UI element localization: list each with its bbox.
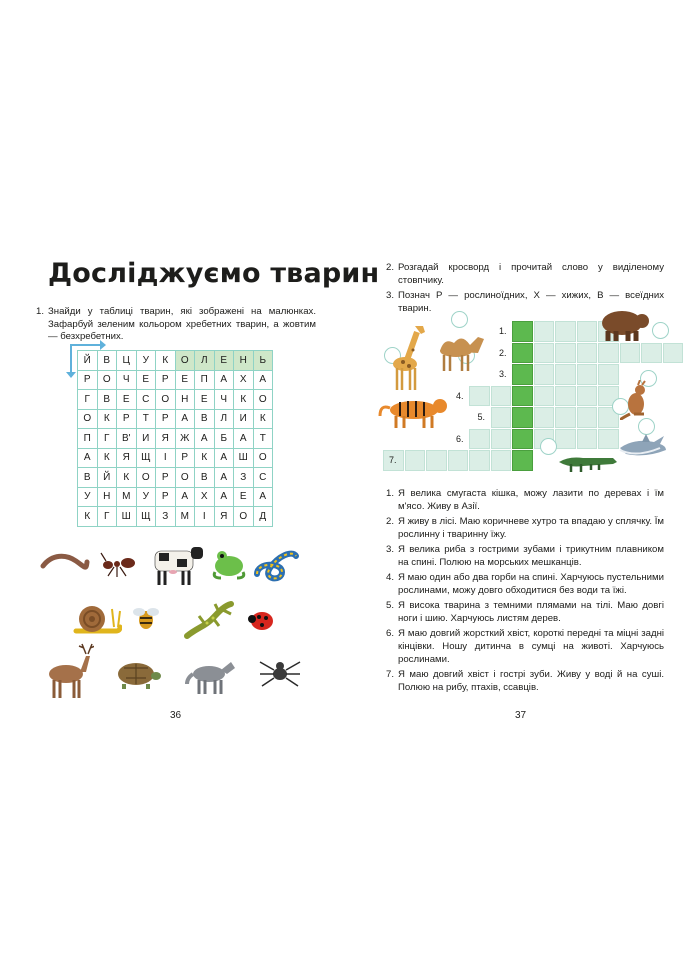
tiger-icon <box>378 388 452 430</box>
page-number-left: 36 <box>170 710 182 721</box>
crossword-cell[interactable] <box>534 386 555 407</box>
clue-number: 4. <box>386 572 395 583</box>
crossword-key-cell[interactable] <box>512 450 533 471</box>
grid-cell[interactable]: Р <box>156 410 176 430</box>
grid-cell[interactable]: В <box>98 351 118 371</box>
grid-cell[interactable]: Р <box>156 371 176 391</box>
clue-number: 2. <box>386 516 395 527</box>
bear-icon <box>598 305 650 343</box>
grid-cell[interactable]: І <box>156 449 176 469</box>
grid-cell[interactable]: П <box>195 371 215 391</box>
grid-cell[interactable]: К <box>98 449 118 469</box>
crossword-cell[interactable] <box>555 386 576 407</box>
crossword-cell[interactable] <box>534 364 555 385</box>
clue-text: Я маю довгий хвіст і гострі зуби. Живу у воді й на суші. Полюю на рибу, птахів, ссавців. <box>398 669 664 693</box>
grid-cell[interactable]: Е <box>234 488 254 508</box>
crossword-key-cell[interactable] <box>512 343 533 364</box>
crossword-label: 6. <box>456 433 464 444</box>
grid-cell[interactable]: Я <box>117 449 137 469</box>
grid-cell[interactable]: О <box>254 449 274 469</box>
crossword-cell[interactable] <box>577 321 598 342</box>
grid-cell[interactable]: О <box>137 468 157 488</box>
grid-cell[interactable]: Т <box>254 429 274 449</box>
grid-cell[interactable]: В <box>195 410 215 430</box>
crossword-key-cell[interactable] <box>512 407 533 428</box>
grid-cell[interactable]: З <box>234 468 254 488</box>
crossword-cell[interactable] <box>641 343 662 364</box>
crossword-cell[interactable] <box>491 386 512 407</box>
grid-cell[interactable]: К <box>195 449 215 469</box>
grid-cell[interactable]: Н <box>234 351 254 371</box>
crossword-key-cell[interactable] <box>512 429 533 450</box>
grid-cell[interactable]: И <box>137 429 157 449</box>
crossword-cell[interactable] <box>598 343 619 364</box>
grid-cell[interactable]: К <box>98 410 118 430</box>
grid-cell[interactable]: Ь <box>254 351 274 371</box>
grid-cell[interactable]: К <box>254 410 274 430</box>
clue-number: 1. <box>386 488 395 499</box>
crossword-cell[interactable] <box>405 450 426 471</box>
crossword-cell[interactable] <box>469 429 490 450</box>
crossword-label: 1. <box>499 326 507 336</box>
grid-cell[interactable]: Ц <box>117 351 137 371</box>
grid-cell[interactable]: А <box>215 468 235 488</box>
grid-cell[interactable]: Н <box>98 488 118 508</box>
camel-icon <box>434 323 489 373</box>
grid-cell[interactable]: О <box>234 507 254 527</box>
grid-cell[interactable]: Щ <box>137 449 157 469</box>
crossword-cell[interactable] <box>469 386 490 407</box>
grid-cell[interactable]: Р <box>78 371 98 391</box>
clue-number: 5. <box>386 600 395 611</box>
crossword-cell[interactable] <box>663 343 684 364</box>
grid-cell[interactable]: А <box>78 449 98 469</box>
grid-cell[interactable]: Ч <box>117 371 137 391</box>
grid-cell[interactable]: К <box>117 468 137 488</box>
answer-circle[interactable] <box>652 322 669 339</box>
grid-cell[interactable]: Т <box>137 410 157 430</box>
crossword-cell[interactable] <box>577 407 598 428</box>
crossword-cell[interactable] <box>577 343 598 364</box>
grid-cell[interactable]: Р <box>156 488 176 508</box>
clue-text: Я велика смугаста кішка, можу лазити по деревах і їм м'ясо. Живу в Азії. <box>398 488 664 512</box>
grid-cell[interactable]: Р <box>176 449 196 469</box>
grid-cell[interactable]: А <box>234 429 254 449</box>
crossword-cell[interactable] <box>491 429 512 450</box>
grid-cell[interactable]: В <box>195 468 215 488</box>
grid-cell[interactable]: О <box>176 351 196 371</box>
grid-cell[interactable]: Л <box>215 410 235 430</box>
grid-cell[interactable]: П <box>78 429 98 449</box>
clue-number: 3. <box>386 544 395 555</box>
crossword-cell[interactable] <box>577 386 598 407</box>
grid-cell[interactable]: Б <box>215 429 235 449</box>
grid-cell[interactable]: А <box>254 371 274 391</box>
clue-number: 7. <box>386 669 395 680</box>
grid-cell[interactable]: Я <box>156 429 176 449</box>
crossword-cell[interactable] <box>555 429 576 450</box>
grid-cell[interactable]: В <box>78 468 98 488</box>
grid-cell[interactable]: Е <box>195 390 215 410</box>
page-number-right: 37 <box>515 710 527 721</box>
grid-cell[interactable]: У <box>137 351 157 371</box>
grid-cell[interactable]: В <box>98 390 118 410</box>
crossword-cell[interactable] <box>555 407 576 428</box>
grid-cell[interactable]: М <box>176 507 196 527</box>
grid-cell[interactable]: А <box>215 371 235 391</box>
grid-cell[interactable]: Н <box>176 390 196 410</box>
grid-cell[interactable]: К <box>156 351 176 371</box>
clue-item <box>386 543 664 569</box>
crossword-cell[interactable] <box>426 450 447 471</box>
crossword-label: 4. <box>456 390 464 401</box>
crossword-cell[interactable] <box>577 364 598 385</box>
grid-cell[interactable]: У <box>78 488 98 508</box>
crossword-cell[interactable] <box>555 343 576 364</box>
grid-cell[interactable]: Х <box>234 371 254 391</box>
grid-cell[interactable]: Щ <box>137 507 157 527</box>
crossword-cell[interactable] <box>534 321 555 342</box>
crossword-label: 7. <box>389 455 397 465</box>
page-title: Досліджуємо тварин <box>48 258 380 289</box>
kangaroo-icon <box>620 380 660 420</box>
grid-cell[interactable]: Е <box>215 351 235 371</box>
crossword-cell[interactable] <box>491 450 512 471</box>
crossword-cell[interactable] <box>555 364 576 385</box>
clue-text: Я маю довгий жорсткий хвіст, короткі передні та міцні задні кінцівки. Ношу дитинча в сумці на животі. Харчуюсь рослинами. <box>398 628 664 665</box>
clue-text: Я маю один або два горби на спині. Харчуюсь пустельними рослинами, можу довго обходитися без води та їжі. <box>398 572 664 596</box>
grid-cell[interactable]: Е <box>117 390 137 410</box>
crossword-cell[interactable] <box>448 450 469 471</box>
task-text: Знайди у таблиці тварин, які зображені на малюнках. Зафарбуй зеленим кольором хребетних тварин, а жовтим — безхребетних. <box>48 306 316 342</box>
crossword-cell[interactable] <box>598 364 619 385</box>
grid-cell[interactable]: Р <box>117 410 137 430</box>
grid-cell[interactable]: Ж <box>176 429 196 449</box>
clue-text: Я живу в лісі. Маю коричневе хутро та впадаю у сплячку. Їм рослинну і тваринну їжу. <box>398 516 664 540</box>
task-number: 2. <box>386 262 395 273</box>
clue-list <box>386 487 664 696</box>
task-number: 3. <box>386 290 395 301</box>
giraffe-icon <box>385 322 435 392</box>
crossword-label: 5. <box>477 412 486 422</box>
grid-cell[interactable]: Е <box>137 371 157 391</box>
clue-item <box>386 668 664 694</box>
grid-cell[interactable]: К <box>78 507 98 527</box>
grid-cell[interactable]: У <box>137 488 157 508</box>
grid-cell[interactable]: А <box>176 488 196 508</box>
grid-cell[interactable]: О <box>254 390 274 410</box>
task-number: 1. <box>36 306 45 317</box>
grid-cell[interactable]: Ш <box>117 507 137 527</box>
crossword-key-cell[interactable] <box>512 364 533 385</box>
grid-cell[interactable]: Г <box>78 390 98 410</box>
grid-cell[interactable]: Ш <box>234 449 254 469</box>
grid-cell[interactable]: О <box>98 371 118 391</box>
clue-item <box>386 515 664 541</box>
grid-cell[interactable]: А <box>215 488 235 508</box>
answer-circle[interactable] <box>540 438 557 455</box>
grid-cell[interactable]: Г <box>98 507 118 527</box>
clue-text: Я висока тварина з темними плямами на тілі. Маю довгі ноги і шию. Харчуюсь листям дерев. <box>398 600 664 624</box>
grid-cell[interactable]: Й <box>78 351 98 371</box>
grid-cell[interactable]: О <box>176 468 196 488</box>
grid-cell[interactable]: А <box>254 488 274 508</box>
grid-cell[interactable]: Х <box>195 488 215 508</box>
grid-cell[interactable]: Г <box>98 429 118 449</box>
grid-cell[interactable]: Е <box>176 371 196 391</box>
crocodile-icon <box>557 450 619 474</box>
crossword-cell[interactable] <box>469 450 490 471</box>
crossword-key-cell[interactable] <box>512 386 533 407</box>
clue-item <box>386 487 664 513</box>
crossword-cell[interactable] <box>555 321 576 342</box>
crossword-cell[interactable] <box>534 343 555 364</box>
grid-cell[interactable]: М <box>117 488 137 508</box>
crossword-label: 2. <box>499 347 507 358</box>
grid-cell[interactable]: К <box>234 390 254 410</box>
clue-item <box>386 627 664 666</box>
grid-cell[interactable]: Я <box>215 507 235 527</box>
grid-cell[interactable]: І <box>195 507 215 527</box>
grid-cell[interactable]: О <box>156 390 176 410</box>
shark-icon <box>618 432 668 462</box>
crossword-cell[interactable] <box>491 407 512 428</box>
grid-cell[interactable]: А <box>215 449 235 469</box>
crossword-key-cell[interactable] <box>512 321 533 342</box>
grid-cell[interactable]: Л <box>195 351 215 371</box>
crossword-label: 3. <box>499 369 507 379</box>
grid-cell[interactable]: А <box>195 429 215 449</box>
grid-cell[interactable]: Р <box>156 468 176 488</box>
grid-cell[interactable]: З <box>156 507 176 527</box>
grid-cell[interactable]: Й <box>98 468 118 488</box>
clue-item <box>386 599 664 625</box>
grid-cell[interactable]: О <box>78 410 98 430</box>
grid-cell[interactable]: А <box>176 410 196 430</box>
crossword-cell[interactable] <box>534 407 555 428</box>
crossword-cell[interactable] <box>577 429 598 450</box>
task-text: Розгадай кросворд і прочитай слово у виділеному стовпчику. <box>398 262 664 286</box>
crossword-cell[interactable] <box>598 429 619 450</box>
grid-cell[interactable]: Ч <box>215 390 235 410</box>
grid-cell[interactable]: В' <box>117 429 137 449</box>
crossword-cell[interactable] <box>620 343 641 364</box>
clue-number: 6. <box>386 628 395 639</box>
task-text: Познач Р — рослиноїдних, Х — хижих, В — всеїдних тварин. <box>398 290 664 314</box>
clue-item <box>386 571 664 597</box>
grid-cell[interactable]: Д <box>254 507 274 527</box>
grid-cell[interactable]: И <box>234 410 254 430</box>
grid-cell[interactable]: С <box>137 390 157 410</box>
clue-text: Я велика риба з гострими зубами і трикутним плавником на спині. Полюю на морських мешканців. <box>398 544 664 568</box>
grid-cell[interactable]: С <box>254 468 274 488</box>
